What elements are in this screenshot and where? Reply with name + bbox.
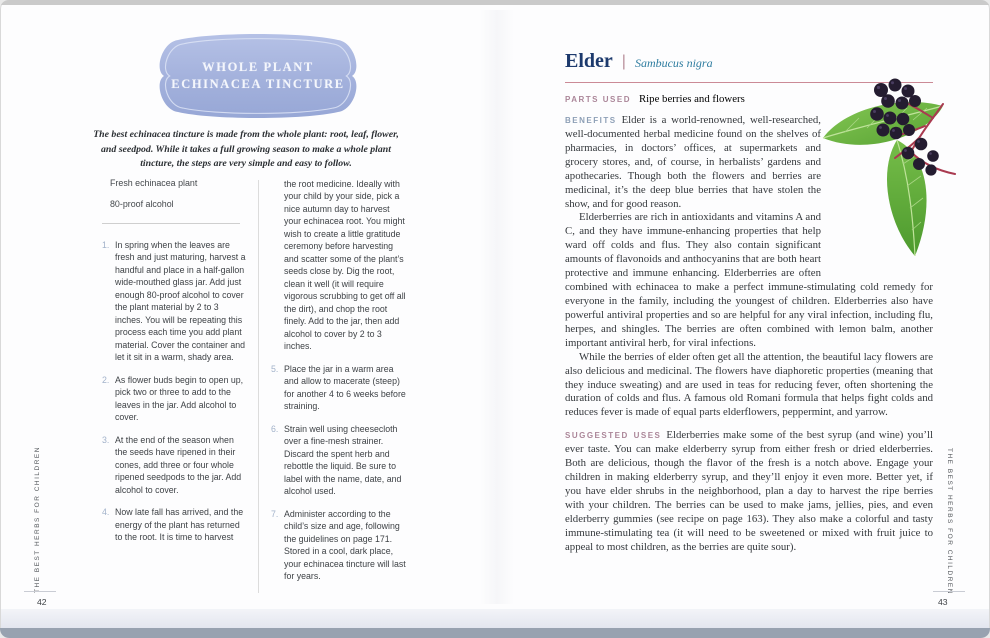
recipe-title-badge [152,30,364,122]
left-page [30,28,495,610]
benefits-paragraph: Elderberries are rich in antioxidants and vitamins A and C, and they have immune-enhancing properties that help ward off colds and flus. They also contain significant amounts of flavonoids and anthocyanins that are both heart protective and immune enhancing. Elderberries are often combined with echinacea to make a perfect immune-stimulating cold remedy for everyone in the family, including the youngest of children. Elderberries also have powerful antiviral properties and so are helpful for any viral infection, including flu, herpes, and shingles. The berries are often combined with lemon balm, another important antiviral herb, for viral infections. [565,211,933,349]
suggested-uses-paragraph [565,429,933,554]
parts-used-value: Ripe berries and flowers [638,93,745,105]
step-number: 3. [102,434,110,445]
recipe-step [271,423,407,498]
badge-title [152,30,364,122]
right-page-number: 43 [938,597,948,607]
recipe-step [271,363,407,413]
column-divider [258,180,259,593]
left-footer-rule [24,591,56,592]
recipe-column-right [271,178,407,593]
step-number: 5. [271,363,279,374]
benefits-text-1: Elder is a world-renowned, well-researched, well-documented herbal medicine found on the shelves of pharmacies, in doctors’ offices, at supermarkets and grocery stores, and, of course, in herbalists’ gardens and apothecaries. Though both the flowers and berries are medicinal, it’s the deep blue berries that have stolen the show, and for good reason. [565,114,821,210]
step-4-continuation: the root medicine. Ideally with your child by your side, pick a nice autumn day to harvest your echinacea root. You might wish to create a little gratitude ceremony before harvesting and scatter some of the plant’s seeds close by. Dig the root, clean it well (it will require vigorous scrubbing to get off all the dirt), and chop the root finely. Add to the jar, then add alcohol to cover by 2 to 3 inches. [284,179,406,352]
step-text: At the end of the season when the seeds have ripened in their cones, add three or four whole ripened seedpods to the jar. Add alcohol to cover. [115,434,242,495]
herb-latin-name: Sambucus nigra [634,56,713,70]
recipe-column-left [102,178,248,593]
header-separator: | [621,53,626,70]
recipe-columns [102,178,414,593]
ingredient-list [102,178,248,209]
step-text: As flower buds begin to open up, pick two or three to add to the leaves in the jar. Add alcohol to cover. [115,374,244,423]
benefits-label: BENEFITS [565,116,617,125]
step-text: In spring when the leaves are fresh and just maturing, harvest a handful and place in a half-gallon wide-mouthed glass jar. Add just enough 80-proof alcohol to cover the plant material by 2 to 3 inches. You will be repeating this process each time you add plant material. Cover the container and let it sit in a warm, shady area. [115,240,246,363]
parts-used-label: PARTS USED [565,95,631,104]
recipe-intro-text: The best echinacea tincture is made from the whole plant: root, leaf, flower, and seedpod. While it takes a full growing season to make a whole plant tincture, the steps are very simple and easy to follow. [93,129,399,170]
badge-title-line2: ECHINACEA TINCTURE [171,77,345,91]
herb-name: Elder [565,50,613,72]
step-text: Administer according to the child’s size and age, following the guidelines on page 171. Stored in a cool, dark place, your echinacea tincture will last for years. [284,508,406,582]
step-number: 4. [102,507,110,518]
elderberry-branch-illustration [815,74,985,266]
leaf-shape [823,102,943,145]
recipe-step [102,506,248,543]
step-number: 7. [271,508,279,519]
recipe-step [102,374,248,424]
step-text: Now late fall has arrived, and the energy of the plant has returned to the root. It is time to harvest [115,507,244,543]
badge-title-line1: WHOLE PLANT [202,60,314,74]
table-edge-bar [0,628,990,638]
left-page-number: 42 [37,597,47,607]
ingredients-divider [102,223,240,224]
page-edge-band [1,609,989,628]
step-number: 2. [102,374,110,385]
recipe-step [102,434,248,496]
ingredient-item: 80-proof alcohol [110,199,174,209]
right-page [565,50,933,595]
step-text: Strain well using cheesecloth over a fine-mesh strainer. Discard the spent herb and rebottle the liquid. Be sure to label with the name, date, and alcohol used. [284,423,402,497]
step-number: 6. [271,423,279,434]
right-margin-running-title: THE BEST HERBS FOR CHILDREN [946,448,953,595]
ingredient-item: Fresh echinacea plant [110,178,198,188]
recipe-step [271,508,407,583]
suggested-uses-label: SUGGESTED USES [565,431,662,441]
recipe-step [102,239,248,364]
left-margin-running-title: THE BEST HERBS FOR CHILDREN [34,446,41,593]
suggested-uses-text: Elderberries make some of the best syrup (and wine) you’ll ever taste. You can make elderberry syrup from either fresh or dried elderberries. Both are delicious, though the flavor of the fresh is a notch above. Engage your children in making elderberry syrup, and they’ll enjoy it even more. Better yet, if you have elder shrubs in the neighborhood, plan a day to harvest the ripe berries with your children. The berries can be used to make jams, jellies, pies, and even elderberry gummies (see recipe on page 163). They also make a colorful and tasty immune-stimulating tea (it will need to be sweetened or mixed with fruit juice to appeal to most children, as the berries are quite sour). [565,429,933,553]
step-text: Place the jar in a warm area and allow to macerate (steep) for another 4 to 6 weeks before straining. [284,363,406,412]
herb-header [565,50,933,73]
right-footer-rule [933,591,965,592]
photo-top-edge [0,0,990,5]
step-number: 1. [102,240,110,250]
benefits-paragraph: While the berries of elder often get all the attention, the beautiful lacy flowers are also delicious and medicinal. The flowers have diaphoretic properties (meaning that they induce sweating) and are used in teas for reducing fever, often shortening the duration of colds and flus. A famous old Romani formula that helps fight colds and reduces fever is made of equal parts elderflowers, peppermint, and yarrow. [565,350,933,419]
